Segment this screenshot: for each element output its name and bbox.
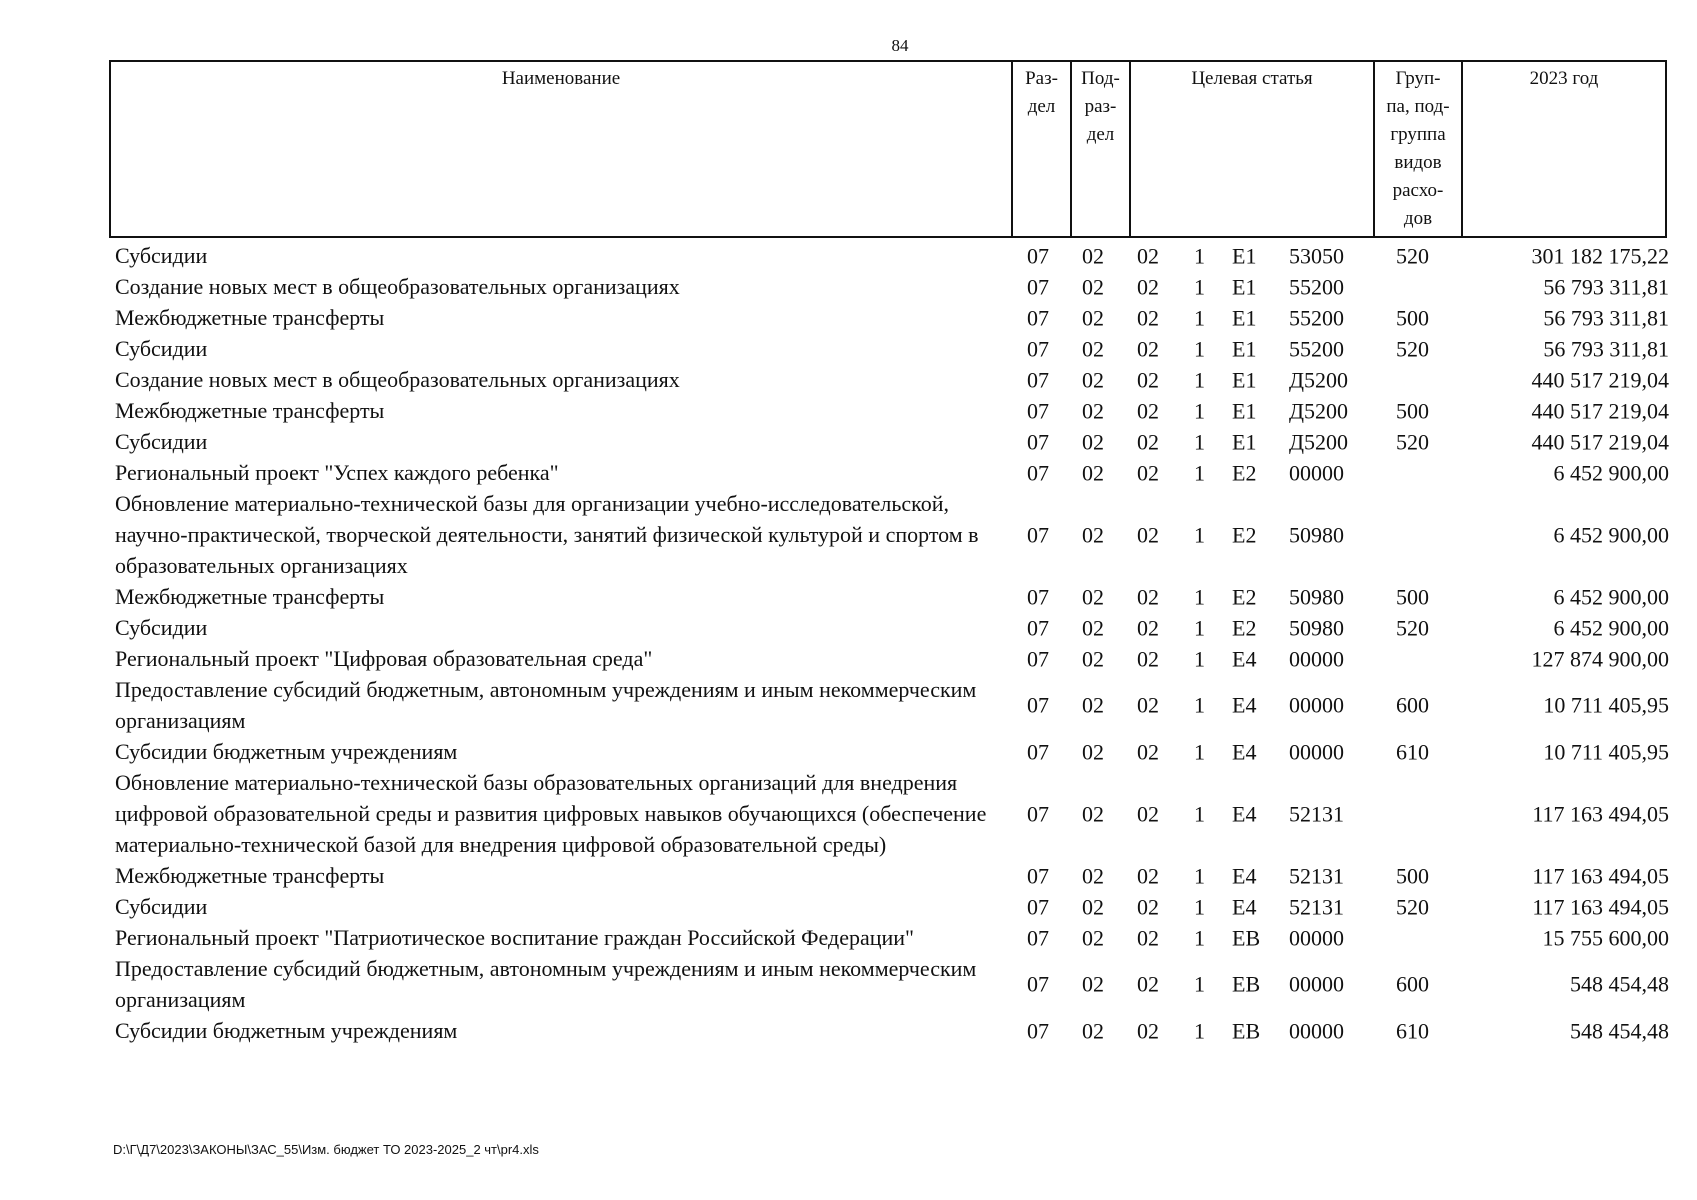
header-expense-group [1373,62,1461,236]
row-target-part-4: 00000 [1289,460,1344,485]
row-razdel: 07 [1027,894,1049,919]
row-name: Региональный проект "Патриотическое воспитание граждан Российской Федерации" [115,925,915,950]
row-target-part-4: 55200 [1289,336,1344,361]
row-podrazdel: 02 [1082,522,1104,547]
table-row [109,488,1669,581]
table-row [109,1015,1669,1046]
row-target-part-2: 1 [1194,584,1205,609]
row-target-part-2: 1 [1194,646,1205,671]
row-razdel: 07 [1027,801,1049,826]
table-row [109,395,1669,426]
row-amount: 117 163 494,05 [1532,863,1669,888]
row-podrazdel: 02 [1082,971,1104,997]
row-target-part-2: 1 [1194,925,1205,950]
row-amount: 301 182 175,22 [1531,243,1669,268]
row-target-part-1: 02 [1137,894,1159,919]
row-target-part-4: 52131 [1289,894,1344,919]
row-target-part-1: 02 [1137,460,1159,485]
row-name: Субсидии бюджетным учреждениям [115,739,458,764]
row-expense-group: 520 [1396,615,1429,640]
row-amount: 6 452 900,00 [1553,584,1669,609]
row-target-part-1: 02 [1137,646,1159,671]
row-target-part-3: E1 [1232,336,1257,361]
row-name: Предоставление субсидий бюджетным, автономным учреждениям и иным некоммерческим организациям [115,677,977,733]
table-row [109,426,1669,457]
row-target-part-1: 02 [1137,925,1159,950]
row-podrazdel: 02 [1082,692,1104,718]
row-target-part-2: 1 [1194,398,1205,423]
row-target-part-4: Д5200 [1289,429,1349,454]
row-expense-group: 520 [1396,243,1429,268]
row-target-part-3: E4 [1232,801,1257,826]
row-name: Субсидии [115,894,208,919]
row-amount: 440 517 219,04 [1531,367,1669,392]
row-amount: 56 793 311,81 [1543,274,1669,299]
row-target-part-1: 02 [1137,274,1159,299]
table-row [109,581,1669,612]
row-target-part-4: 50980 [1289,584,1344,609]
row-name: Межбюджетные трансферты [115,398,385,423]
row-target-part-4: 00000 [1289,971,1344,997]
row-target-part-1: 02 [1137,971,1159,997]
row-target-part-3: E2 [1232,460,1257,485]
row-amount: 440 517 219,04 [1531,398,1669,423]
row-target-part-2: 1 [1194,367,1205,392]
row-name: Субсидии [115,429,208,454]
row-podrazdel: 02 [1082,398,1104,423]
row-podrazdel: 02 [1082,1018,1104,1043]
row-podrazdel: 02 [1082,336,1104,361]
row-target-part-2: 1 [1194,305,1205,330]
row-expense-group: 610 [1396,1018,1429,1043]
table-row [109,612,1669,643]
row-expense-group: 520 [1396,336,1429,361]
row-amount: 56 793 311,81 [1543,336,1669,361]
row-amount: 6 452 900,00 [1553,522,1669,547]
row-amount: 548 454,48 [1570,1018,1669,1043]
row-razdel: 07 [1027,460,1049,485]
row-target-part-4: 00000 [1289,692,1344,718]
row-target-part-3: E2 [1232,615,1257,640]
row-razdel: 07 [1027,243,1049,268]
row-expense-group: 500 [1396,584,1429,609]
table-row [109,643,1669,674]
row-target-part-4: 00000 [1289,646,1344,671]
table-row [109,271,1669,302]
table-row [109,674,1669,736]
row-target-part-3: E1 [1232,367,1257,392]
row-podrazdel: 02 [1082,243,1104,268]
row-name: Региональный проект "Цифровая образовательная среда" [115,646,653,671]
row-podrazdel: 02 [1082,739,1104,764]
row-target-part-3: E1 [1232,243,1257,268]
row-target-part-3: E1 [1232,274,1257,299]
row-razdel: 07 [1027,863,1049,888]
row-target-part-1: 02 [1137,522,1159,547]
row-target-part-3: E4 [1232,646,1257,671]
table-row [109,922,1669,953]
row-target-part-2: 1 [1194,615,1205,640]
row-expense-group: 520 [1396,429,1429,454]
header-razdel [1011,62,1070,236]
row-amount: 56 793 311,81 [1543,305,1669,330]
row-podrazdel: 02 [1082,274,1104,299]
table-row [109,736,1669,767]
row-target-part-4: 00000 [1289,925,1344,950]
row-expense-group: 600 [1396,971,1429,997]
row-target-part-2: 1 [1194,243,1205,268]
table-body [109,240,1669,1046]
row-name: Предоставление субсидий бюджетным, автономным учреждениям и иным некоммерческим организациям [115,956,977,1012]
row-target-part-1: 02 [1137,429,1159,454]
row-target-part-2: 1 [1194,971,1205,997]
row-razdel: 07 [1027,1018,1049,1043]
row-target-part-4: 00000 [1289,1018,1344,1043]
row-target-part-4: Д5200 [1289,367,1349,392]
row-target-part-3: EB [1232,971,1261,997]
row-target-part-3: E1 [1232,429,1257,454]
row-podrazdel: 02 [1082,460,1104,485]
row-target-part-1: 02 [1137,243,1159,268]
table-row [109,953,1669,1015]
row-target-part-1: 02 [1137,692,1159,718]
table-row [109,767,1669,860]
row-podrazdel: 02 [1082,801,1104,826]
row-name: Межбюджетные трансферты [115,584,385,609]
row-name: Создание новых мест в общеобразовательных организациях [115,367,680,392]
row-expense-group: 600 [1396,692,1429,718]
table-row [109,333,1669,364]
row-razdel: 07 [1027,971,1049,997]
row-name: Создание новых мест в общеобразовательных организациях [115,274,680,299]
header-target-article: Целевая статья [1129,62,1373,236]
row-amount: 127 874 900,00 [1531,646,1669,671]
row-target-part-2: 1 [1194,863,1205,888]
row-razdel: 07 [1027,925,1049,950]
row-target-part-2: 1 [1194,429,1205,454]
row-target-part-4: 50980 [1289,522,1344,547]
row-target-part-1: 02 [1137,863,1159,888]
header-razdel-text: Раз- дел [1025,68,1058,117]
row-name: Обновление материально-технической базы для организации учебно-исследовательской, научно-практической, творческой деятельности, занятий физической культурой и спортом в образовательных организациях [115,491,979,578]
row-razdel: 07 [1027,367,1049,392]
row-target-part-2: 1 [1194,274,1205,299]
row-amount: 10 711 405,95 [1543,692,1669,718]
row-expense-group: 500 [1396,398,1429,423]
row-expense-group: 520 [1396,894,1429,919]
row-amount: 6 452 900,00 [1553,615,1669,640]
row-podrazdel: 02 [1082,894,1104,919]
row-target-part-4: Д5200 [1289,398,1349,423]
row-razdel: 07 [1027,398,1049,423]
row-expense-group: 500 [1396,863,1429,888]
table-header [109,60,1667,238]
row-target-part-1: 02 [1137,398,1159,423]
row-target-part-4: 53050 [1289,243,1344,268]
row-target-part-1: 02 [1137,367,1159,392]
table-row [109,891,1669,922]
row-target-part-2: 1 [1194,801,1205,826]
row-target-part-1: 02 [1137,336,1159,361]
row-razdel: 07 [1027,522,1049,547]
row-podrazdel: 02 [1082,863,1104,888]
row-target-part-2: 1 [1194,739,1205,764]
row-target-part-3: E1 [1232,305,1257,330]
row-target-part-2: 1 [1194,1018,1205,1043]
row-target-part-3: E4 [1232,692,1257,718]
row-amount: 10 711 405,95 [1543,739,1669,764]
row-target-part-3: E1 [1232,398,1257,423]
row-target-part-4: 52131 [1289,863,1344,888]
row-razdel: 07 [1027,615,1049,640]
header-name: Наименование [501,68,621,89]
row-target-part-3: EB [1232,1018,1261,1043]
row-name: Субсидии [115,615,208,640]
row-podrazdel: 02 [1082,305,1104,330]
row-target-part-2: 1 [1194,460,1205,485]
row-podrazdel: 02 [1082,429,1104,454]
row-name: Межбюджетные трансферты [115,305,385,330]
row-target-part-2: 1 [1194,692,1205,718]
header-expense-group-text: Груп- па, под- группа видов расхо- дов [1386,68,1450,229]
row-podrazdel: 02 [1082,367,1104,392]
row-target-part-4: 55200 [1289,274,1344,299]
row-podrazdel: 02 [1082,615,1104,640]
row-target-part-3: E4 [1232,894,1257,919]
row-target-part-4: 50980 [1289,615,1344,640]
footer-file-path: D:\Г\Д7\2023\ЗАКОНЫ\ЗАС_55\Изм. бюджет ТО 2023-2025_2 чт\pr4.xls [113,1142,539,1157]
row-podrazdel: 02 [1082,646,1104,671]
table-row [109,457,1669,488]
row-razdel: 07 [1027,692,1049,718]
header-podrazdel [1070,62,1129,236]
row-target-part-1: 02 [1137,615,1159,640]
row-razdel: 07 [1027,429,1049,454]
row-amount: 117 163 494,05 [1532,801,1669,826]
row-amount: 6 452 900,00 [1553,460,1669,485]
row-podrazdel: 02 [1082,925,1104,950]
row-target-part-2: 1 [1194,336,1205,361]
row-razdel: 07 [1027,584,1049,609]
row-name: Субсидии [115,243,208,268]
row-target-part-1: 02 [1137,305,1159,330]
table-row [109,860,1669,891]
row-target-part-3: E2 [1232,584,1257,609]
row-target-part-4: 52131 [1289,801,1344,826]
row-target-part-1: 02 [1137,739,1159,764]
row-razdel: 07 [1027,305,1049,330]
row-target-part-1: 02 [1137,584,1159,609]
row-target-part-1: 02 [1137,801,1159,826]
row-target-part-4: 55200 [1289,305,1344,330]
header-podrazdel-text: Под- раз- дел [1081,68,1120,145]
row-expense-group: 610 [1396,739,1429,764]
row-target-part-3: E4 [1232,863,1257,888]
row-amount: 440 517 219,04 [1531,429,1669,454]
row-razdel: 07 [1027,739,1049,764]
row-target-part-3: E2 [1232,522,1257,547]
row-name: Субсидии [115,336,208,361]
row-target-part-2: 1 [1194,894,1205,919]
table-row [109,302,1669,333]
row-name: Обновление материально-технической базы образовательных организаций для внедрения цифровой образовательной среды и развития цифровых навыков обучающихся (обеспечение материально-технической базой для внедрения цифровой образовательной среды) [115,770,987,857]
row-target-part-3: E4 [1232,739,1257,764]
row-target-part-1: 02 [1137,1018,1159,1043]
row-amount: 15 755 600,00 [1542,925,1669,950]
row-podrazdel: 02 [1082,584,1104,609]
row-amount: 117 163 494,05 [1532,894,1669,919]
row-name: Межбюджетные трансферты [115,863,385,888]
table-row [109,364,1669,395]
row-razdel: 07 [1027,646,1049,671]
page-number: 84 [891,36,909,55]
row-name: Региональный проект "Успех каждого ребенка" [115,460,559,485]
row-name: Субсидии бюджетным учреждениям [115,1018,458,1043]
row-expense-group: 500 [1396,305,1429,330]
row-razdel: 07 [1027,336,1049,361]
header-year: 2023 год [1461,62,1665,236]
row-target-part-3: EB [1232,925,1261,950]
row-target-part-4: 00000 [1289,739,1344,764]
row-target-part-2: 1 [1194,522,1205,547]
row-amount: 548 454,48 [1570,971,1669,997]
row-razdel: 07 [1027,274,1049,299]
table-row [109,240,1669,271]
